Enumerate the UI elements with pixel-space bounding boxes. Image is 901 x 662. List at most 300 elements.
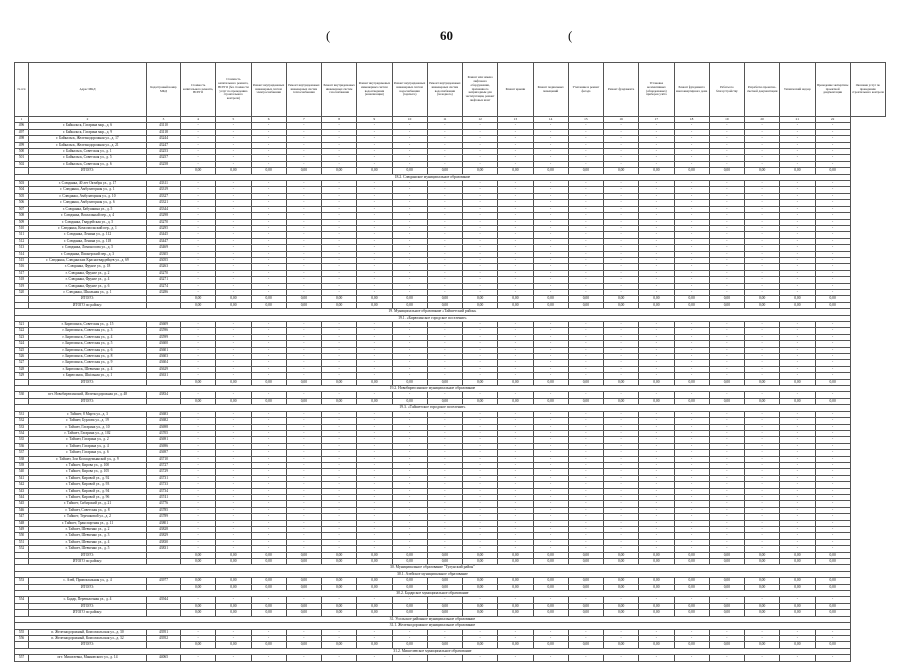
cost-cell: -: [780, 245, 815, 251]
cost-cell: -: [498, 200, 533, 206]
address: г. Слюдянка, Фрунзе ул., д. 18: [29, 264, 147, 270]
column-number: 17: [639, 117, 674, 123]
cost-cell: -: [463, 635, 498, 641]
cost-cell: -: [463, 411, 498, 417]
total-value: 0,00: [463, 398, 498, 404]
cost-cell: -: [815, 411, 850, 417]
cost-cell: -: [815, 475, 850, 481]
cost-cell: -: [568, 354, 603, 360]
total-value: 0,00: [498, 610, 533, 616]
cost-cell: -: [533, 289, 568, 295]
cost-cell: -: [181, 129, 216, 135]
cost-cell: -: [427, 546, 462, 552]
address: г. Слюдянка, Гвардейская ул., д. 5: [29, 219, 147, 225]
cadastral-number: 43830: [147, 539, 181, 545]
address: г. Бирюсинск, Шкільная ул., д. 1: [29, 373, 147, 379]
cost-cell: -: [286, 360, 321, 366]
cost-cell: -: [674, 277, 709, 283]
cost-cell: -: [216, 373, 251, 379]
cost-cell: -: [322, 488, 357, 494]
cost-cell: -: [392, 213, 427, 219]
cost-cell: -: [251, 257, 286, 263]
cost-cell: -: [604, 418, 639, 424]
cost-cell: -: [709, 219, 744, 225]
cost-cell: -: [604, 225, 639, 231]
cost-cell: -: [251, 475, 286, 481]
cost-cell: -: [568, 539, 603, 545]
cadastral-number: 43944: [147, 597, 181, 603]
cost-cell: -: [604, 200, 639, 206]
cost-cell: -: [357, 161, 392, 167]
total-value: 0,00: [463, 168, 498, 174]
cadastral-number: 43733: [147, 482, 181, 488]
cost-cell: -: [674, 270, 709, 276]
section-label: 30.1. Азейское муниципальное образование: [15, 571, 851, 577]
cost-cell: -: [709, 482, 744, 488]
column-header: Проведение экспертизы проектной документации: [815, 63, 850, 117]
cost-cell: -: [427, 482, 462, 488]
cadastral-number: 43599: [147, 334, 181, 340]
cost-cell: -: [427, 123, 462, 129]
total-value: 0,00: [709, 642, 744, 648]
cost-cell: -: [709, 360, 744, 366]
cost-cell: -: [498, 354, 533, 360]
address: г. Слюдянка, Фрунзе ул., д. 4: [29, 277, 147, 283]
column-header: Ремонт или замена лифтового оборудования, признанного непригодным для эксплуатации, ремонт лифтовых шахт: [463, 63, 498, 117]
row-number: 531: [15, 411, 29, 417]
cadastral-number: 43831: [147, 546, 181, 552]
total-label: ИТОГО:: [29, 552, 147, 558]
cost-cell: -: [463, 213, 498, 219]
cost-cell: -: [286, 289, 321, 295]
cost-cell: -: [568, 225, 603, 231]
cost-cell: -: [427, 418, 462, 424]
cost-cell: -: [639, 411, 674, 417]
cadastral-number: 43785: [147, 507, 181, 513]
cost-cell: -: [815, 443, 850, 449]
cost-cell: -: [815, 533, 850, 539]
cost-cell: -: [745, 655, 780, 661]
cost-cell: -: [674, 373, 709, 379]
total-value: 0,00: [674, 642, 709, 648]
cost-cell: -: [392, 347, 427, 353]
cost-cell: -: [568, 322, 603, 328]
cost-cell: -: [745, 283, 780, 289]
cost-cell: -: [322, 655, 357, 661]
cost-cell: -: [745, 181, 780, 187]
cadastral-number: 43601: [147, 347, 181, 353]
total-value: 0,00: [639, 610, 674, 616]
cost-cell: -: [674, 520, 709, 526]
cost-cell: -: [357, 123, 392, 129]
cost-cell: -: [427, 161, 462, 167]
cost-cell: -: [498, 501, 533, 507]
total-value: 0,00: [463, 379, 498, 385]
cost-cell: -: [498, 539, 533, 545]
cost-cell: -: [463, 469, 498, 475]
cost-cell: -: [709, 277, 744, 283]
cost-cell: -: [251, 213, 286, 219]
cadastral-number: 43682: [147, 418, 181, 424]
cost-cell: -: [604, 450, 639, 456]
cadastral-number: 43789: [147, 514, 181, 520]
cost-cell: -: [322, 129, 357, 135]
row-number: 511: [15, 232, 29, 238]
cost-cell: -: [780, 366, 815, 372]
total-value: 0,00: [674, 168, 709, 174]
cost-cell: -: [392, 277, 427, 283]
cost-cell: -: [392, 187, 427, 193]
cadastral-number: 43834: [147, 392, 181, 398]
address: г. Байкальск, Советская ул., д. 1: [29, 149, 147, 155]
cost-cell: -: [815, 469, 850, 475]
cadastral-number: 43258: [147, 161, 181, 167]
cost-cell: -: [357, 264, 392, 270]
cost-cell: -: [322, 251, 357, 257]
cost-cell: -: [181, 527, 216, 533]
cost-cell: -: [181, 283, 216, 289]
cost-cell: -: [427, 533, 462, 539]
cost-cell: -: [674, 488, 709, 494]
total-value: 0,00: [498, 584, 533, 590]
cost-cell: 0,00: [568, 578, 603, 584]
address: г. Слюдянка, Школьная ул., д. 1: [29, 289, 147, 295]
cost-cell: -: [181, 488, 216, 494]
total-value: 0,00: [709, 168, 744, 174]
cost-cell: -: [709, 149, 744, 155]
row-number: 504: [15, 187, 29, 193]
cost-cell: -: [674, 341, 709, 347]
cost-cell: -: [286, 213, 321, 219]
cadastral-number: 43305: [147, 251, 181, 257]
cost-cell: -: [463, 232, 498, 238]
cost-cell: -: [463, 149, 498, 155]
cost-cell: -: [745, 155, 780, 161]
total-value: 0,00: [427, 398, 462, 404]
cost-cell: -: [639, 424, 674, 430]
cost-cell: -: [216, 328, 251, 334]
cost-cell: -: [533, 629, 568, 635]
cost-cell: -: [392, 501, 427, 507]
cost-cell: -: [322, 270, 357, 276]
cost-cell: -: [463, 533, 498, 539]
cost-cell: -: [463, 475, 498, 481]
cost-cell: -: [568, 289, 603, 295]
cost-cell: -: [357, 360, 392, 366]
row-number: 528: [15, 366, 29, 372]
cost-cell: -: [286, 450, 321, 456]
cost-cell: -: [286, 187, 321, 193]
cost-cell: -: [216, 142, 251, 148]
cost-cell: -: [286, 225, 321, 231]
cost-cell: -: [392, 469, 427, 475]
cost-cell: -: [357, 225, 392, 231]
cost-cell: -: [216, 283, 251, 289]
cost-cell: -: [533, 456, 568, 462]
section-label: 30.2. Бадарское муниципальное образование: [15, 591, 851, 597]
cadastral-number: 43270: [147, 219, 181, 225]
total-value: 0,00: [498, 552, 533, 558]
cost-cell: -: [780, 462, 815, 468]
total-value: 0,00: [815, 552, 850, 558]
total-value: 0,00: [286, 610, 321, 616]
total-value: 0,00: [674, 603, 709, 609]
cost-cell: -: [286, 507, 321, 513]
cost-cell: -: [286, 354, 321, 360]
total-value: 0,00: [357, 379, 392, 385]
cost-cell: -: [780, 193, 815, 199]
cost-cell: -: [604, 354, 639, 360]
cost-cell: -: [498, 533, 533, 539]
cost-cell: -: [392, 411, 427, 417]
cost-cell: -: [322, 430, 357, 436]
cost-cell: -: [357, 520, 392, 526]
cost-cell: -: [498, 411, 533, 417]
cost-cell: -: [463, 424, 498, 430]
cadastral-number: 43727: [147, 462, 181, 468]
cost-cell: -: [533, 142, 568, 148]
cost-cell: -: [745, 123, 780, 129]
total-value: 0,00: [568, 379, 603, 385]
cost-cell: -: [604, 206, 639, 212]
cost-cell: -: [674, 328, 709, 334]
cost-cell: -: [568, 334, 603, 340]
cost-cell: -: [286, 142, 321, 148]
cost-cell: -: [498, 129, 533, 135]
cost-cell: -: [322, 366, 357, 372]
cost-cell: -: [286, 488, 321, 494]
total-value: 0,00: [604, 584, 639, 590]
cost-cell: -: [286, 533, 321, 539]
cost-cell: -: [216, 475, 251, 481]
total-value: 0,00: [463, 296, 498, 302]
cost-cell: -: [392, 193, 427, 199]
cost-cell: -: [322, 219, 357, 225]
cost-cell: -: [533, 270, 568, 276]
total-value: 0,00: [251, 552, 286, 558]
cost-cell: -: [674, 354, 709, 360]
column-number: 20: [745, 117, 780, 123]
cost-cell: -: [216, 264, 251, 270]
cost-cell: -: [322, 347, 357, 353]
cost-cell: -: [709, 533, 744, 539]
cost-cell: -: [216, 456, 251, 462]
cost-cell: -: [181, 161, 216, 167]
cost-cell: -: [745, 334, 780, 340]
cost-cell: -: [533, 514, 568, 520]
cost-cell: -: [568, 187, 603, 193]
cost-cell: -: [463, 360, 498, 366]
cost-cell: -: [392, 514, 427, 520]
total-value: 0,00: [709, 398, 744, 404]
cost-cell: -: [322, 494, 357, 500]
row-number: 497: [15, 129, 29, 135]
cost-cell: -: [745, 366, 780, 372]
cadastral-number: 43776: [147, 501, 181, 507]
column-header: Стоимость капитального ремонта, ВСЕГО (без стоимости услуг по проведению строительного контроля): [216, 63, 251, 117]
cost-cell: -: [674, 155, 709, 161]
cost-cell: -: [427, 277, 462, 283]
cost-cell: -: [709, 539, 744, 545]
cost-cell: -: [463, 334, 498, 340]
cost-cell: -: [709, 501, 744, 507]
cost-cell: -: [498, 450, 533, 456]
cost-cell: -: [604, 149, 639, 155]
cost-cell: -: [745, 527, 780, 533]
cost-cell: -: [357, 213, 392, 219]
cost-cell: -: [604, 264, 639, 270]
cost-cell: -: [357, 411, 392, 417]
row-number: 516: [15, 264, 29, 270]
cost-cell: -: [745, 635, 780, 641]
cost-cell: -: [286, 469, 321, 475]
cost-cell: -: [251, 546, 286, 552]
cost-cell: -: [498, 149, 533, 155]
cost-cell: -: [815, 373, 850, 379]
cost-cell: -: [251, 539, 286, 545]
cost-cell: -: [674, 142, 709, 148]
cost-cell: -: [745, 347, 780, 353]
cost-cell: -: [815, 232, 850, 238]
cost-cell: -: [181, 514, 216, 520]
total-value: 0,00: [533, 603, 568, 609]
cost-cell: -: [674, 462, 709, 468]
cost-cell: -: [357, 181, 392, 187]
cost-cell: -: [392, 283, 427, 289]
cost-cell: -: [286, 245, 321, 251]
cost-cell: -: [639, 520, 674, 526]
cost-cell: -: [181, 392, 216, 398]
cadastral-number: 43295: [147, 225, 181, 231]
cost-cell: -: [815, 328, 850, 334]
total-value: 0,00: [709, 302, 744, 308]
cost-cell: -: [427, 360, 462, 366]
cost-cell: -: [815, 520, 850, 526]
cost-cell: -: [392, 539, 427, 545]
cost-cell: -: [251, 322, 286, 328]
cost-cell: -: [533, 392, 568, 398]
cost-cell: -: [463, 443, 498, 449]
cost-cell: -: [286, 475, 321, 481]
cost-cell: -: [427, 488, 462, 494]
cost-cell: -: [568, 136, 603, 142]
cost-cell: -: [745, 539, 780, 545]
header-row: [15, 63, 886, 117]
column-header: Ремонт внутридомовых инженерных систем теплоснабжения: [286, 63, 321, 117]
cost-cell: -: [463, 322, 498, 328]
cost-cell: -: [216, 149, 251, 155]
cost-cell: -: [181, 200, 216, 206]
cost-cell: -: [322, 482, 357, 488]
cost-cell: -: [639, 527, 674, 533]
cost-cell: -: [745, 597, 780, 603]
cost-cell: -: [463, 488, 498, 494]
total-value: 0,00: [357, 168, 392, 174]
total-value: 0,00: [251, 559, 286, 565]
column-header: Ремонт внутридомовых инженерных систем водоотведения (канализации): [357, 63, 392, 117]
cost-cell: 0,00: [427, 578, 462, 584]
total-value: 0,00: [745, 296, 780, 302]
cost-cell: -: [533, 225, 568, 231]
cost-cell: -: [251, 123, 286, 129]
cost-cell: -: [216, 257, 251, 263]
cost-cell: -: [709, 527, 744, 533]
cost-cell: -: [604, 424, 639, 430]
cost-cell: -: [639, 450, 674, 456]
total-value: 0,00: [251, 603, 286, 609]
total-value: 0,00: [568, 559, 603, 565]
cost-cell: -: [251, 341, 286, 347]
address: г. Тайшет, Кирова ул., д. 100: [29, 462, 147, 468]
cost-cell: -: [674, 219, 709, 225]
address: г. Тайшет, Гагарина ул., д. 2: [29, 437, 147, 443]
cost-cell: -: [216, 187, 251, 193]
cost-cell: -: [815, 546, 850, 552]
cost-cell: -: [568, 655, 603, 661]
total-value: 0,00: [604, 379, 639, 385]
column-header: Адрес МКД: [29, 63, 147, 117]
total-value: 0,00: [568, 296, 603, 302]
cost-cell: -: [815, 193, 850, 199]
row-number: 525: [15, 347, 29, 353]
cost-cell: -: [604, 501, 639, 507]
cost-cell: -: [216, 443, 251, 449]
cost-cell: -: [709, 232, 744, 238]
cost-cell: -: [674, 546, 709, 552]
cost-cell: -: [639, 354, 674, 360]
cost-cell: -: [815, 206, 850, 212]
cost-cell: -: [322, 418, 357, 424]
cost-cell: -: [568, 437, 603, 443]
total-value: 0,00: [181, 379, 216, 385]
address: г. Слюдянка, Фрунзе ул., д. 2: [29, 270, 147, 276]
row-number: 534: [15, 430, 29, 436]
column-number: 6: [251, 117, 286, 123]
cost-cell: -: [604, 142, 639, 148]
cost-cell: -: [251, 494, 286, 500]
cost-cell: -: [604, 289, 639, 295]
cost-cell: -: [322, 123, 357, 129]
cost-cell: -: [709, 161, 744, 167]
cost-cell: -: [709, 142, 744, 148]
total-value: 0,00: [392, 168, 427, 174]
cost-cell: -: [639, 629, 674, 635]
cost-cell: -: [392, 264, 427, 270]
column-number: 11: [427, 117, 462, 123]
column-number: 22: [815, 117, 850, 123]
cost-cell: -: [745, 245, 780, 251]
cost-cell: -: [286, 629, 321, 635]
total-value: 0,00: [322, 398, 357, 404]
cost-cell: -: [427, 527, 462, 533]
cost-cell: -: [674, 232, 709, 238]
cost-cell: -: [216, 629, 251, 635]
cost-cell: -: [709, 193, 744, 199]
cost-cell: -: [181, 181, 216, 187]
cost-cell: -: [780, 213, 815, 219]
cost-cell: -: [286, 527, 321, 533]
cost-cell: -: [498, 520, 533, 526]
cost-cell: -: [392, 597, 427, 603]
total-value: 0,00: [780, 610, 815, 616]
total-value: 0,00: [745, 610, 780, 616]
cost-cell: -: [427, 270, 462, 276]
cost-cell: -: [709, 225, 744, 231]
total-value: 0,00: [463, 584, 498, 590]
cost-cell: -: [568, 430, 603, 436]
cost-cell: -: [745, 257, 780, 263]
cost-cell: -: [815, 155, 850, 161]
